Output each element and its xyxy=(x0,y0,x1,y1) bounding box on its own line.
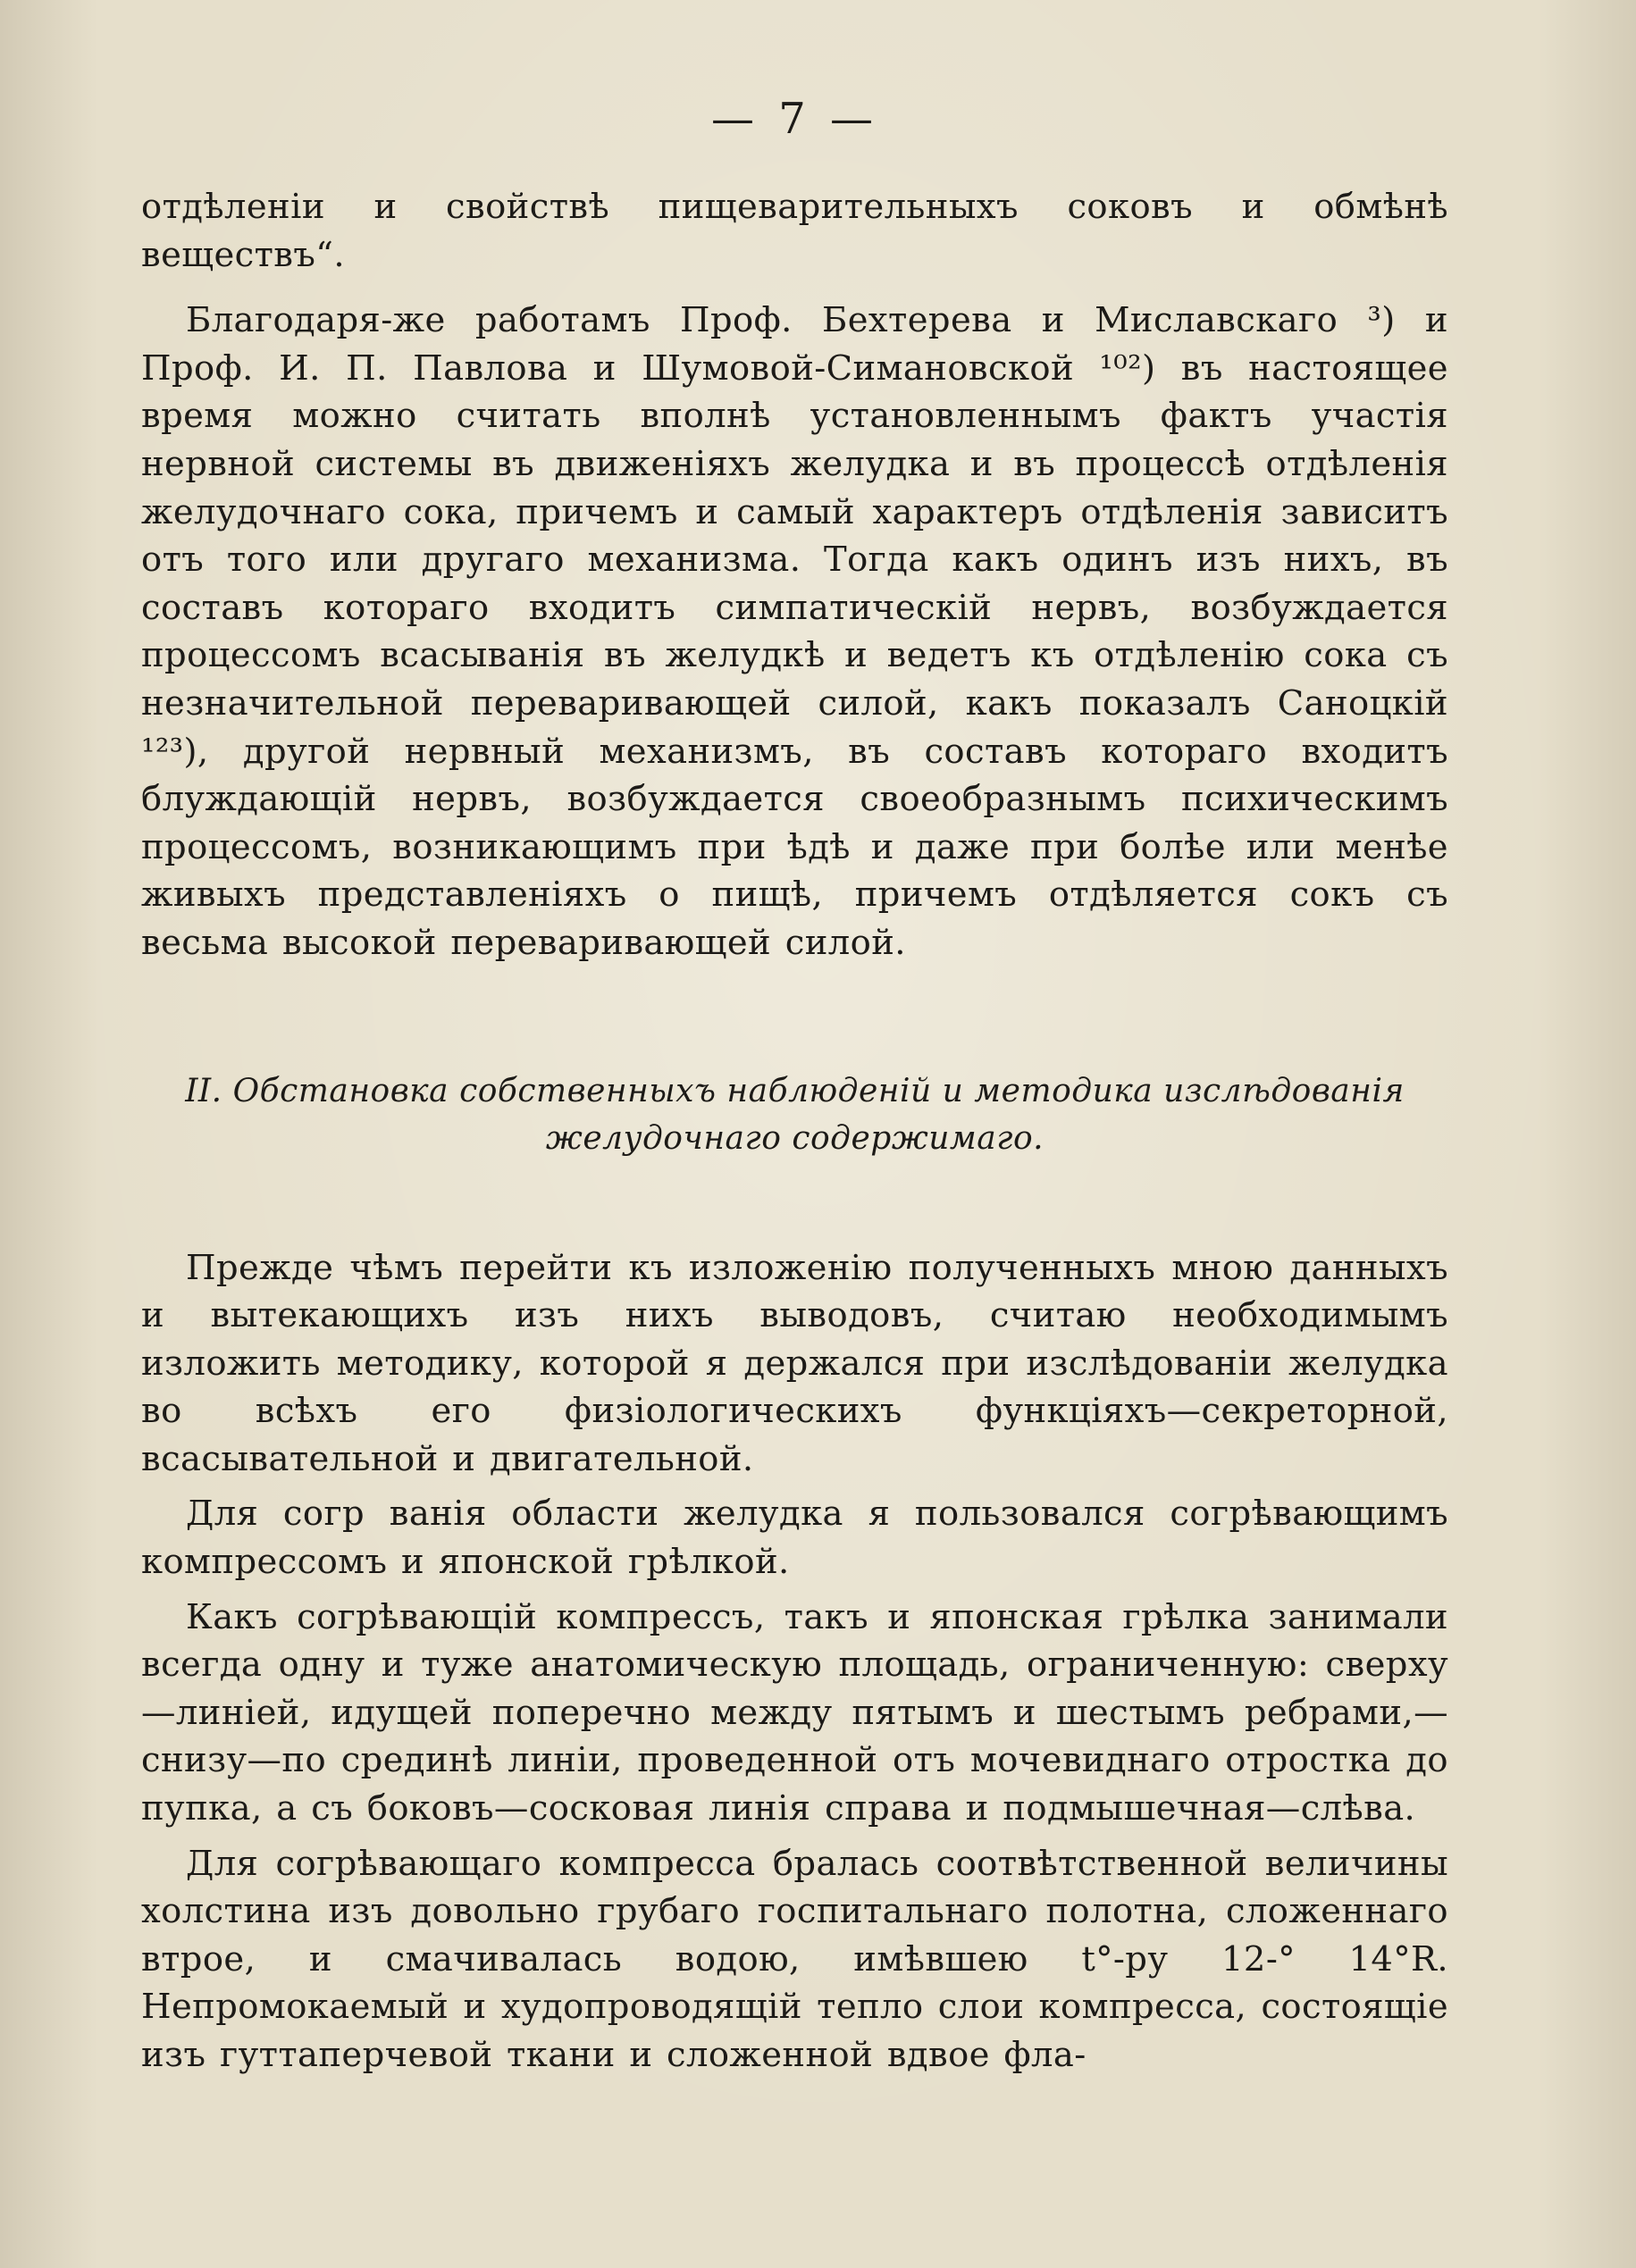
paragraph-compress-preparation: Для согрѣвающаго компресса бралась соотвѣтственной величины холстина изъ довольно грубаго госпитальнаго полотна, сложеннаго втрое, и смачивалась водою, имѣвшею t°-ру 12-° 14°R. Непромокаемый и худопроводящій тепло слои компресса, состоящіе изъ гуттаперчевой ткани и сложенной вдвое фла- xyxy=(141,1843,1448,2075)
section-number: II. xyxy=(185,1072,222,1109)
paragraph-warming-methods: Для согр ванія области желудка я пользовался согрѣвающимъ компрессомъ и японской грѣлкой. xyxy=(141,1494,1448,1583)
paragraph-continuation: отдѣленіи и свойствѣ пищеварительныхъ соковъ и обмѣнѣ веществъ“. xyxy=(141,187,1448,275)
section-heading-line1 xyxy=(141,1067,1448,1115)
paragraph-methodology-intro: Прежде чѣмъ перейти къ изложенію полученныхъ мною данныхъ и вытекающихъ изъ нихъ выводовъ, считаю необходимымъ изложить методику, которой я держался при изслѣдованіи желудка во всѣхъ его физіологическихъ функціяхъ—секреторной, всасывательной и двигательной. xyxy=(141,1247,1448,1479)
page-number: — 7 — xyxy=(710,94,879,144)
section-title: Обстановка собственныхъ наблюденій и методика изслѣдованія xyxy=(232,1072,1405,1109)
paragraph-nervous-system: Благодаря-же работамъ Проф. Бехтерева и Миславскаго ³) и Проф. И. П. Павлова и Шумовой-Симановской ¹⁰²) въ настоящее время можно считать вполнѣ установленнымъ фактъ участія нервной системы въ движеніяхъ желудка и въ процессѣ отдѣленія желудочнаго сока, причемъ и самый характеръ отдѣленія зависитъ отъ того или другаго механизма. Тогда какъ одинъ изъ нихъ, въ составъ котораго входитъ симпатическій нервъ, возбуждается процессомъ всасыванія въ желудкѣ и ведетъ къ отдѣленію сока съ незначительной переваривающей силой, какъ показалъ Саноцкій ¹²³), другой нервный механизмъ, въ составъ котораго входитъ блуждающій нервъ, возбуждается своеобразнымъ психическимъ процессомъ, возникающимъ при ѣдѣ и даже при болѣе или менѣе живыхъ представленіяхъ о пищѣ, причемъ отдѣляется сокъ съ весьма высокой переваривающей силой. xyxy=(141,300,1448,963)
section-heading xyxy=(141,1067,1448,1162)
paragraph-anatomical-area: Какъ согрѣвающій компрессъ, такъ и японская грѣлка занимали всегда одну и туже анатомическую площадь, ограниченную: сверху—линіей, идущей поперечно между пятымъ и шестымъ ребрами,—снизу—по срединѣ линіи, проведенной отъ мочевиднаго отростка до пупка, а съ боковъ—сосковая линія справа и подмышечная—слѣва. xyxy=(141,1596,1448,1829)
section-heading-line2: желудочнаго содержимаго. xyxy=(545,1119,1045,1157)
